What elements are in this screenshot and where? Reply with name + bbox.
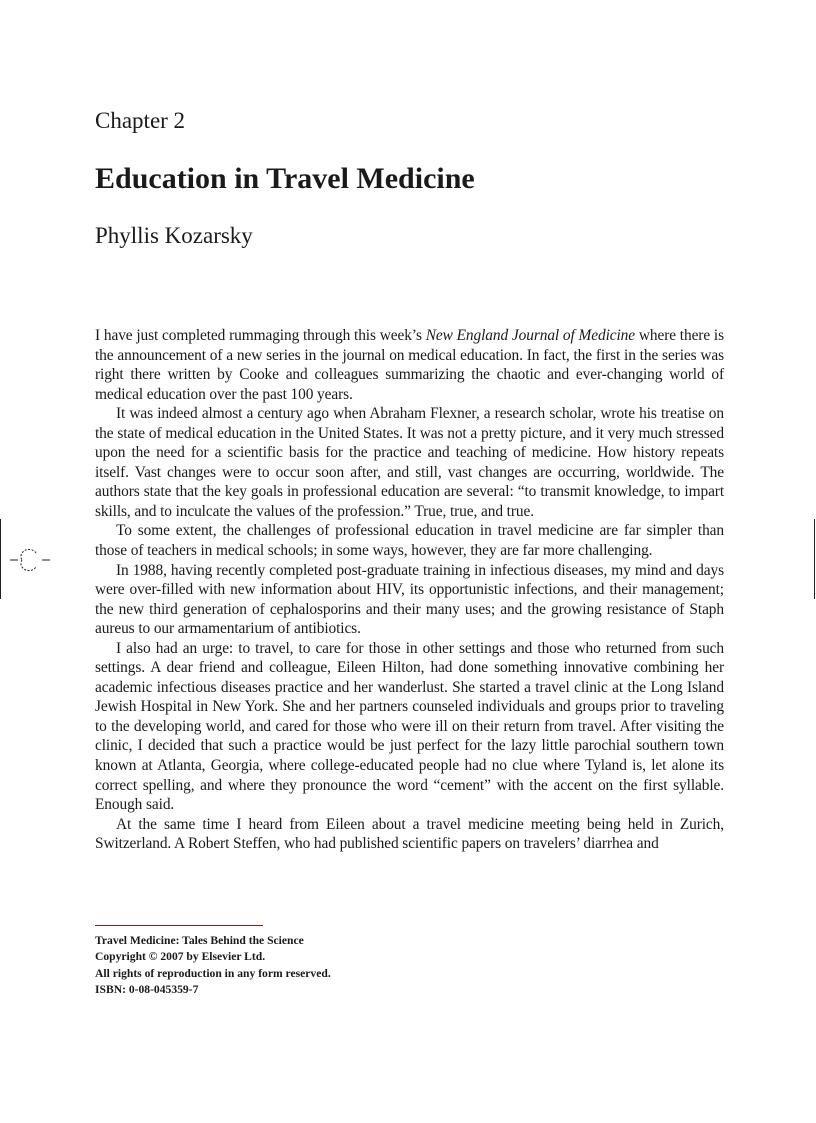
- chapter-author: Phyllis Kozarsky: [95, 223, 253, 248]
- paragraph-3: To some extent, the challenges of professional education in travel medicine are far simpler than those of teachers in medical schools; in some ways, however, they are far more challenging.: [95, 522, 724, 560]
- paragraph-1-rest: where there is the announcement of a new series in the journal on medical education. In fact, the first in the series was right there written by Cooke and colleagues summarizing the chaotic and ever-changing world of medical education over the past 100 years.: [95, 327, 724, 403]
- book-title: Travel Medicine: Tales Behind the Science: [95, 934, 304, 947]
- footnote-divider: [95, 925, 263, 926]
- paragraph-4: In 1988, having recently completed post-graduate training in infectious diseases, my mind and days were over-filled with new information about HIV, its opportunistic infections, and their management; the new third generation of cephalosporins and their many uses; and the growing resistance of Staph aureus to our armamentarium of antibiotics.: [95, 561, 724, 638]
- copyright-line: Copyright © 2007 by Elsevier Ltd.: [95, 950, 266, 964]
- paragraph-5: I also had an urge: to travel, to care for those in other settings and those who returned from such settings. A dear friend and colleague, Eileen Hilton, had done something innovative combining her academic infectious diseases practice and her wanderlust. She started a travel clinic at the Long Island Jewish Hospital in New York. She and her partners counseled individuals and groups prior to traveling to the developing world, and cared for those who were ill on their return from travel. After visiting the clinic, I decided that such a practice would be just perfect for the lazy little parochial southern town known at Atlanta, Georgia, where college-educated people had no clue where Tyland is, let alone its correct spelling, and where they pronounce the word “cement” with the accent on the first syllable. Enough said.: [95, 639, 724, 814]
- registration-mark-icon: [10, 548, 50, 572]
- paragraph-1: [95, 326, 724, 404]
- crop-mark-left: [0, 519, 1, 599]
- paragraph-6: At the same time I heard from Eileen about a travel medicine meeting being held in Zurich, Switzerland. A Robert Steffen, who had published scientific papers on travelers’ diarrhea and: [95, 815, 724, 853]
- paragraph-1-intro: I have just completed rummaging through this week’s: [95, 327, 426, 344]
- chapter-title: Education in Travel Medicine: [95, 162, 475, 195]
- copyright-footnote: [95, 933, 331, 999]
- isbn-line: ISBN: 0-08-045359-7: [95, 983, 199, 997]
- journal-title: New England Journal of Medicine: [425, 327, 636, 344]
- rights-line: All rights of reproduction in any form reserved.: [95, 966, 331, 980]
- chapter-body: [95, 326, 724, 854]
- paragraph-2: It was indeed almost a century ago when Abraham Flexner, a research scholar, wrote his treatise on the state of medical education in the United States. It was not a pretty picture, and it very much stressed upon the need for a scientific basis for the practice and teaching of medicine. How history repeats itself. Vast changes were to occur soon after, and still, vast changes are occurring, worldwide. The authors state that the key goals in professional education are several: “to transmit knowledge, to impart skills, and to inculcate the values of the profession.” True, true, and true.: [95, 405, 724, 520]
- chapter-label: Chapter 2: [95, 108, 186, 133]
- crop-mark-right: [814, 519, 815, 599]
